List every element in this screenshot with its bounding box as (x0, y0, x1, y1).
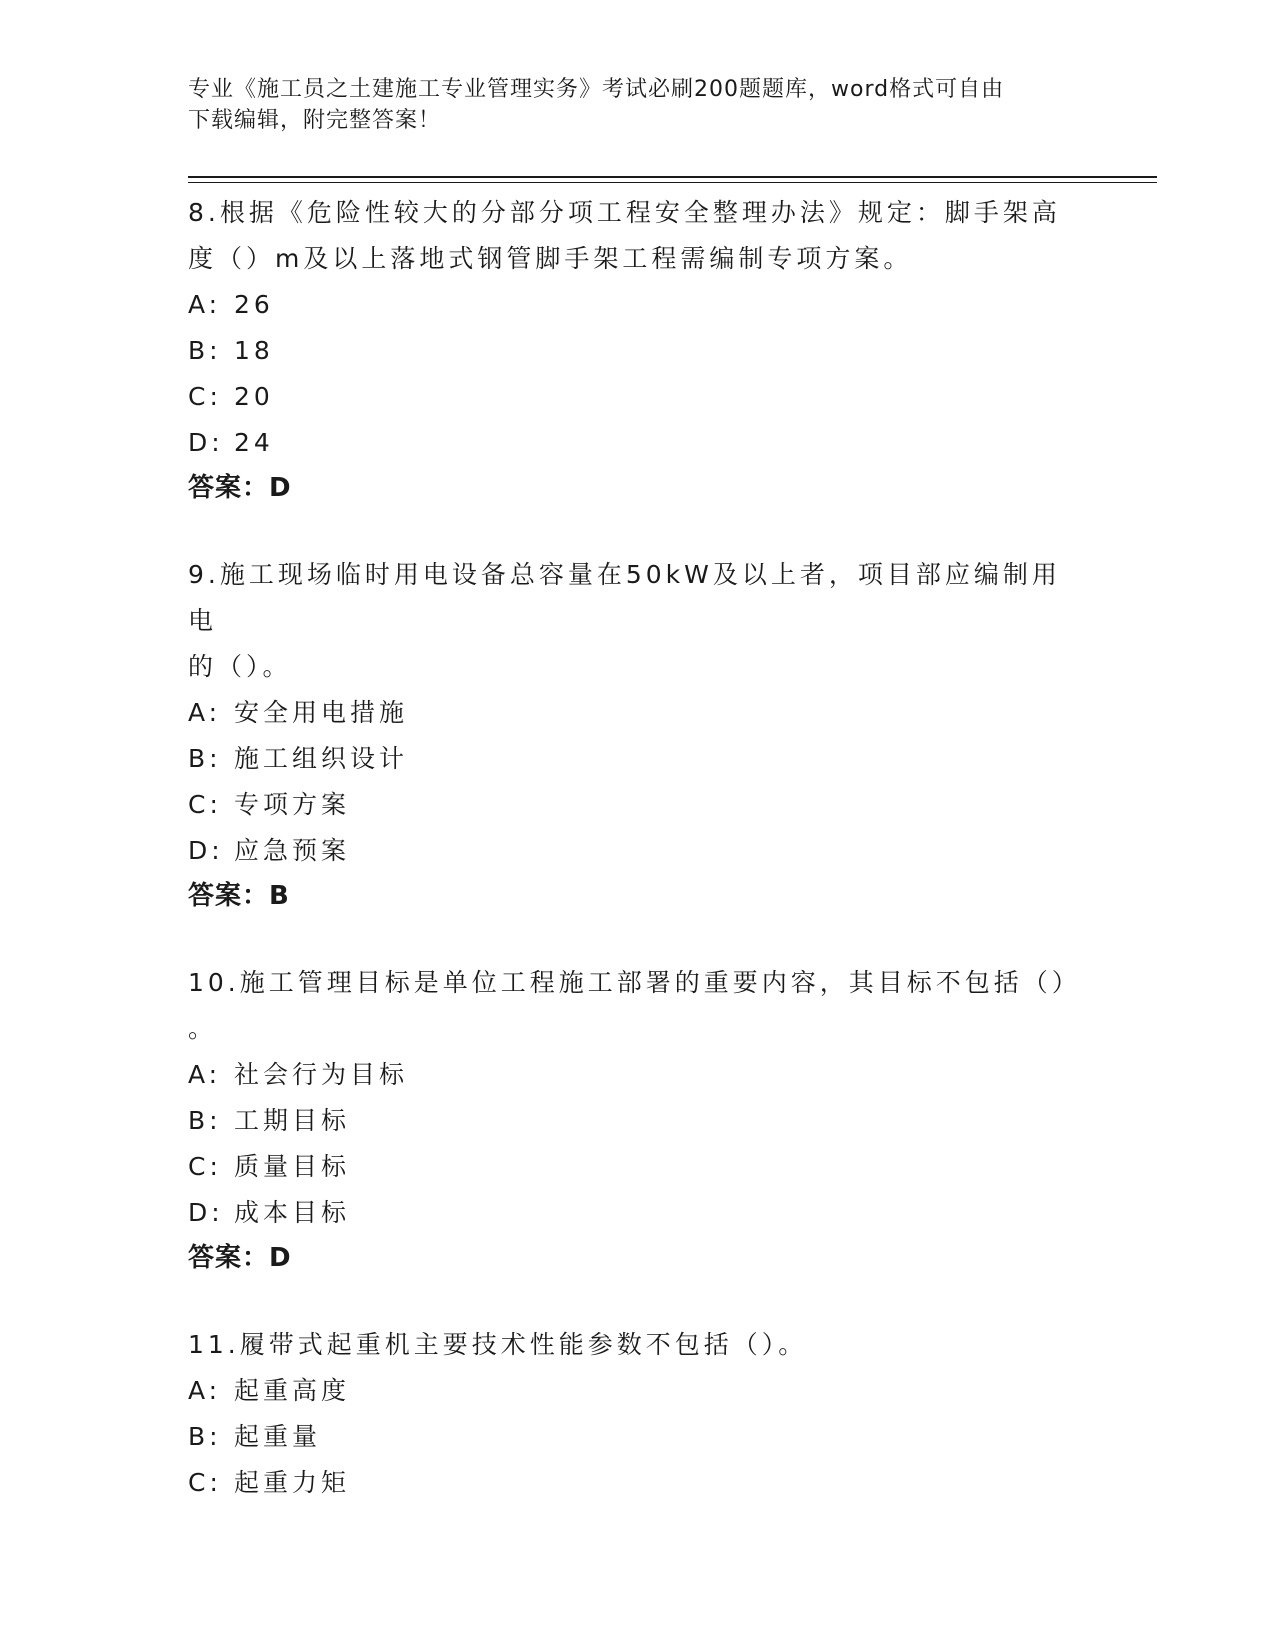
option-text: 26 (234, 290, 274, 319)
option-a (188, 1052, 1088, 1098)
answer-line: 答案：D (188, 473, 292, 503)
option-letter: A: (188, 698, 222, 727)
option-a (188, 690, 1088, 736)
question-list (188, 190, 1088, 1548)
option-text: 24 (234, 428, 274, 457)
option-letter: B: (188, 1106, 222, 1135)
option-c (188, 1460, 1088, 1506)
answer-line: 答案：D (188, 1243, 292, 1273)
option-a (188, 1368, 1088, 1414)
option-d (188, 1190, 1088, 1236)
question-number: 9. (188, 560, 220, 589)
option-text: 20 (234, 382, 274, 411)
question-text (188, 190, 1088, 282)
question-8 (188, 190, 1088, 510)
option-text: 应急预案 (234, 836, 351, 865)
option-letter: D: (188, 428, 224, 457)
question-text-line-1: 施工管理目标是单位工程施工部署的重要内容，其目标不包括（） (239, 968, 1081, 997)
option-b (188, 1098, 1088, 1144)
option-letter: A: (188, 1060, 222, 1089)
option-letter: D: (188, 836, 224, 865)
option-text: 18 (234, 336, 274, 365)
option-letter: D: (188, 1198, 224, 1227)
option-text: 专项方案 (234, 790, 351, 819)
question-11 (188, 1322, 1088, 1506)
option-d (188, 828, 1088, 874)
question-number: 8. (188, 198, 220, 227)
option-letter: C: (188, 1152, 222, 1181)
document-header (188, 74, 1068, 136)
option-letter: B: (188, 744, 222, 773)
question-9 (188, 552, 1088, 918)
option-letter: A: (188, 1376, 222, 1405)
option-d (188, 420, 1088, 466)
question-text-line-1: 施工现场临时用电设备总容量在50kW及以上者，项目部应编制用电 (188, 560, 1061, 635)
option-letter: B: (188, 336, 222, 365)
option-letter: C: (188, 1468, 222, 1497)
question-text-line-1: 履带式起重机主要技术性能参数不包括（）。 (239, 1330, 808, 1359)
option-c (188, 782, 1088, 828)
header-divider-thin (188, 182, 1157, 183)
option-text: 施工组织设计 (234, 744, 409, 773)
option-text: 成本目标 (234, 1198, 351, 1227)
option-letter: B: (188, 1422, 222, 1451)
question-text-line-2: 。 (188, 1014, 218, 1043)
option-text: 起重力矩 (234, 1468, 351, 1497)
option-b (188, 736, 1088, 782)
option-letter: C: (188, 790, 222, 819)
question-text (188, 552, 1088, 690)
option-b (188, 328, 1088, 374)
option-c (188, 374, 1088, 420)
option-text: 质量目标 (234, 1152, 351, 1181)
option-b (188, 1414, 1088, 1460)
option-letter: C: (188, 382, 222, 411)
header-divider-thick (188, 176, 1157, 178)
option-c (188, 1144, 1088, 1190)
question-text-line-1: 根据《危险性较大的分部分项工程安全整理办法》规定：脚手架高 (219, 198, 1061, 227)
question-text-line-2: 度（）m及以上落地式钢管脚手架工程需编制专项方案。 (188, 244, 913, 273)
question-text (188, 1322, 1088, 1368)
option-a (188, 282, 1088, 328)
option-text: 起重高度 (234, 1376, 351, 1405)
option-text: 安全用电措施 (234, 698, 409, 727)
option-text: 起重量 (234, 1422, 322, 1451)
answer-line: 答案：B (188, 881, 290, 911)
question-text (188, 960, 1088, 1052)
question-10 (188, 960, 1088, 1280)
option-letter: A: (188, 290, 222, 319)
question-number: 10. (188, 968, 240, 997)
option-text: 工期目标 (234, 1106, 351, 1135)
header-line-2: 下载编辑，附完整答案！ (188, 108, 442, 133)
option-text: 社会行为目标 (234, 1060, 409, 1089)
question-text-line-2: 的（）。 (188, 652, 292, 681)
header-line-1: 专业《施工员之土建施工专业管理实务》考试必刷200题题库，word格式可自由 (188, 77, 1005, 102)
question-number: 11. (188, 1330, 240, 1359)
